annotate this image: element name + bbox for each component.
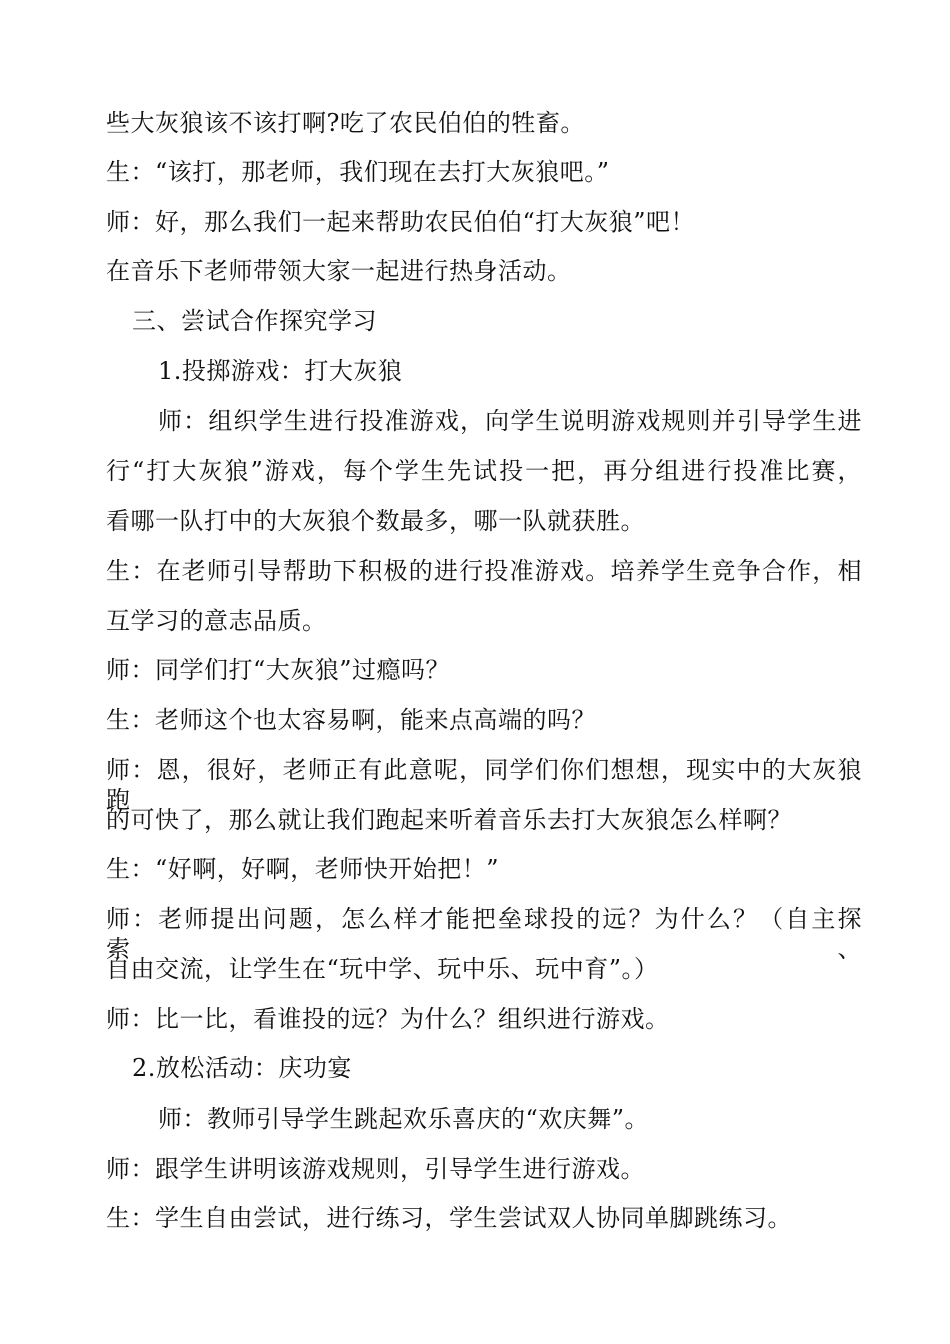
text-line: 自由交流，让学生在“玩中学、玩中乐、玩中育”。） [106, 955, 659, 983]
text-line: 师：跟学生讲明该游戏规则，引导学生进行游戏。 [106, 1155, 645, 1183]
text-line: 的可快了，那么就让我们跑起来听着音乐去打大灰狼怎么样啊？ [106, 806, 792, 834]
text-line: 看哪一队打中的大灰狼个数最多，哪一队就获胜。 [106, 507, 645, 535]
text-line: 生：“该打，那老师，我们现在去打大灰狼吧。” [106, 158, 610, 186]
text-line: 行“打大灰狼”游戏，每个学生先试投一把，再分组进行投准比赛， [106, 457, 862, 485]
text-line: 生：在老师引导帮助下积极的进行投准游戏。培养学生竞争合作，相 [106, 557, 862, 585]
text-line: 师：好，那么我们一起来帮助农民伯伯“打大灰狼”吧！ [106, 208, 696, 236]
text-line: 互学习的意志品质。 [106, 607, 327, 635]
text-line: 师：老师提出问题，怎么样才能把垒球投的远？为什么？（自主探索、 [106, 905, 862, 963]
text-line: 师：教师引导学生跳起欢乐喜庆的“欢庆舞”。 [158, 1105, 650, 1133]
text-line: 师：组织学生进行投准游戏，向学生说明游戏规则并引导学生进 [158, 407, 862, 435]
text-line: 生：老师这个也太容易啊，能来点高端的吗？ [106, 706, 596, 734]
text-line: 师：同学们打“大灰狼”过瘾吗？ [106, 656, 451, 684]
subsection-heading: 2.放松活动：庆功宴 [132, 1054, 352, 1082]
text-line: 在音乐下老师带领大家一起进行热身活动。 [106, 257, 572, 285]
subsection-heading: 1.投掷游戏：打大灰狼 [158, 357, 403, 385]
text-line: 生：“好啊，好啊，老师快开始把！” [106, 855, 500, 883]
text-line: 生：学生自由尝试，进行练习，学生尝试双人协同单脚跳练习。 [106, 1204, 792, 1232]
section-heading: 三、尝试合作探究学习 [132, 307, 377, 335]
text-line: 师：恩，很好，老师正有此意呢，同学们你们想想，现实中的大灰狼跑 [106, 756, 862, 814]
text-line: 些大灰狼该不该打啊?吃了农民伯伯的牲畜。 [106, 109, 585, 137]
text-line: 师：比一比，看谁投的远？为什么？组织进行游戏。 [106, 1005, 670, 1033]
